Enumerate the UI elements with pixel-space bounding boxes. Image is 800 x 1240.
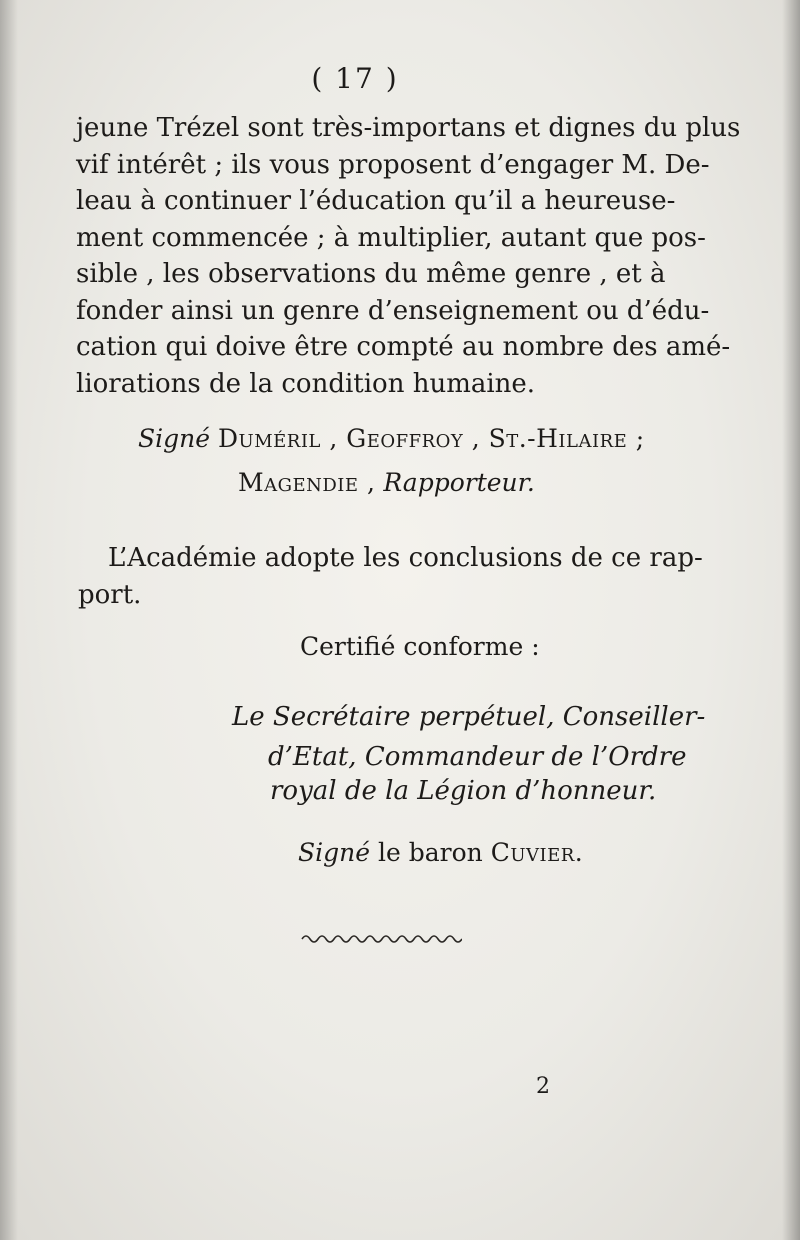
- signatory-magendie: Magendie ,: [238, 468, 376, 497]
- signatories-line: [138, 424, 645, 453]
- secretary-title-line: royal de la Légion d’honneur.: [270, 776, 657, 806]
- paragraph-line: vif intérêt ; ils vous proposent d’engager M. De-: [76, 149, 710, 180]
- paragraph-line: sible , les observations du même genre , et à: [76, 259, 666, 289]
- paragraph-line: fonder ainsi un genre d’enseignement ou d’édu-: [76, 295, 710, 326]
- certified-heading: Certifié conforme :: [300, 632, 540, 661]
- left-page-edge: [0, 0, 18, 1240]
- signe-label: Signé: [298, 838, 371, 867]
- signature-mark: 2: [536, 1074, 550, 1099]
- adoption-line: port.: [78, 579, 142, 610]
- baron-text: le baron: [377, 838, 483, 867]
- secretary-title-line: d’Etat, Commandeur de l’Ordre: [268, 742, 687, 772]
- adoption-paragraph: [78, 540, 703, 613]
- cuvier-name: Cuvier.: [490, 838, 584, 867]
- wave-ornament-icon: [300, 930, 462, 948]
- cuvier-signature: [298, 838, 583, 867]
- page-number: ( 17 ): [311, 62, 399, 95]
- signe-label: Signé: [138, 424, 211, 453]
- secretary-title-line: Le Secrétaire perpétuel, Conseiller-: [232, 702, 706, 732]
- report-paragraph: [76, 110, 741, 402]
- rapporteur-line: [238, 468, 535, 497]
- paragraph-line: cation qui doive être compté au nombre des amé-: [76, 332, 731, 362]
- right-page-edge: [782, 0, 800, 1240]
- adoption-line: L’Académie adopte les conclusions de ce rap-: [108, 543, 703, 573]
- signatory-names: Duméril , Geoffroy , St.-Hilaire ;: [217, 424, 645, 453]
- paragraph-line: leau à continuer l’éducation qu’il a heureuse-: [76, 186, 676, 216]
- paragraph-line: liorations de la condition humaine.: [76, 368, 536, 399]
- paragraph-line: jeune Trézel sont très-importans et dignes du plus: [76, 113, 741, 143]
- paragraph-line: ment commencée ; à multiplier, autant que pos-: [76, 222, 706, 253]
- rapporteur-role: Rapporteur.: [383, 468, 535, 497]
